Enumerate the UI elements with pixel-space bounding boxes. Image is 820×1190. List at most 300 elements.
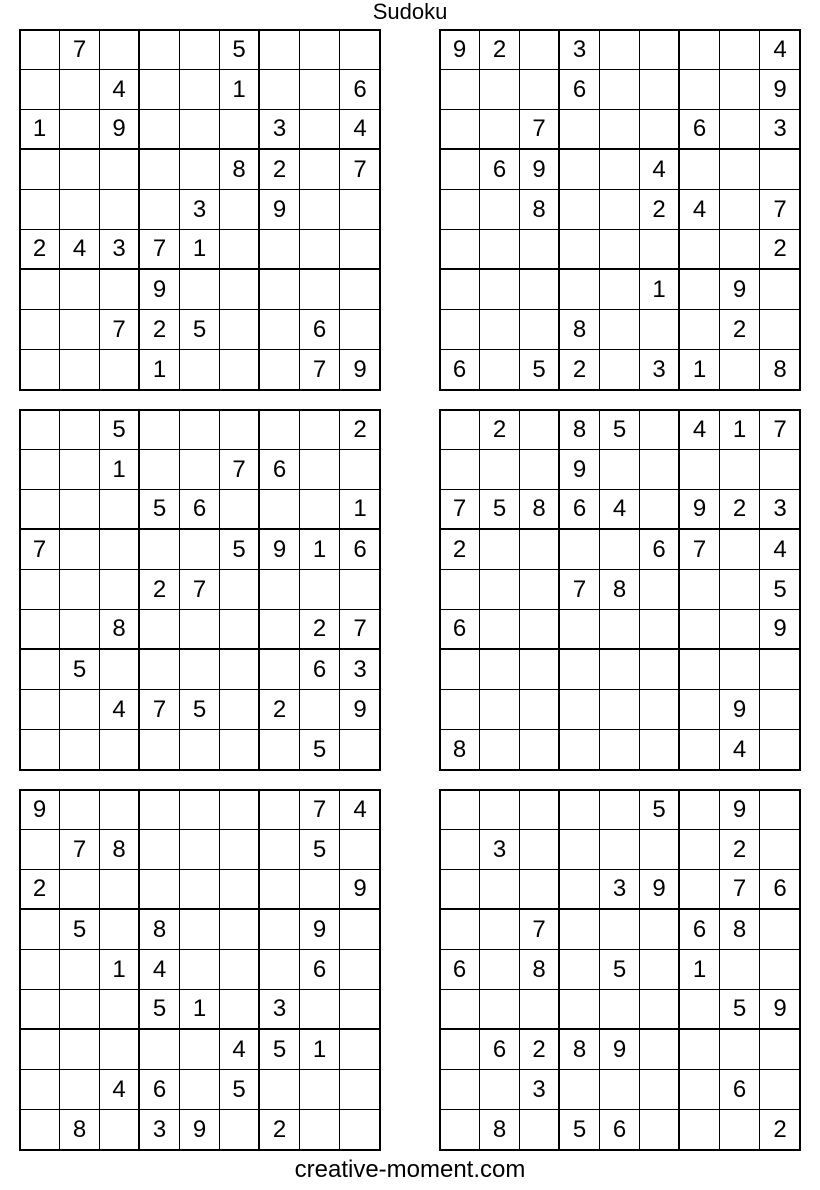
sudoku-cell[interactable]: 9 xyxy=(560,450,600,490)
sudoku-cell[interactable]: 2 xyxy=(760,230,800,270)
sudoku-cell[interactable]: 6 xyxy=(680,910,720,950)
sudoku-cell[interactable]: 5 xyxy=(260,1030,300,1070)
sudoku-cell[interactable] xyxy=(180,730,220,770)
sudoku-cell[interactable]: 2 xyxy=(640,190,680,230)
sudoku-cell[interactable] xyxy=(260,830,300,870)
sudoku-cell[interactable]: 5 xyxy=(720,990,760,1030)
sudoku-cell[interactable]: 1 xyxy=(180,230,220,270)
sudoku-cell[interactable]: 7 xyxy=(220,450,260,490)
sudoku-cell[interactable] xyxy=(680,610,720,650)
sudoku-cell[interactable]: 2 xyxy=(720,490,760,530)
sudoku-cell[interactable]: 5 xyxy=(640,790,680,830)
sudoku-cell[interactable]: 6 xyxy=(480,150,520,190)
sudoku-cell[interactable] xyxy=(140,530,180,570)
sudoku-cell[interactable]: 4 xyxy=(100,70,140,110)
sudoku-cell[interactable] xyxy=(220,950,260,990)
sudoku-cell[interactable]: 8 xyxy=(480,1110,520,1150)
sudoku-cell[interactable] xyxy=(760,1070,800,1110)
sudoku-cell[interactable] xyxy=(720,150,760,190)
sudoku-cell[interactable] xyxy=(680,450,720,490)
sudoku-cell[interactable] xyxy=(260,650,300,690)
sudoku-cell[interactable] xyxy=(60,350,100,390)
sudoku-cell[interactable]: 7 xyxy=(60,830,100,870)
sudoku-cell[interactable]: 9 xyxy=(760,610,800,650)
sudoku-cell[interactable] xyxy=(680,1030,720,1070)
sudoku-cell[interactable]: 2 xyxy=(720,830,760,870)
sudoku-cell[interactable] xyxy=(300,450,340,490)
sudoku-cell[interactable]: 5 xyxy=(140,490,180,530)
sudoku-cell[interactable]: 5 xyxy=(180,310,220,350)
sudoku-cell[interactable] xyxy=(720,650,760,690)
sudoku-cell[interactable] xyxy=(560,150,600,190)
sudoku-cell[interactable]: 5 xyxy=(600,950,640,990)
sudoku-cell[interactable] xyxy=(600,190,640,230)
sudoku-cell[interactable] xyxy=(440,870,480,910)
sudoku-cell[interactable] xyxy=(760,730,800,770)
sudoku-cell[interactable]: 4 xyxy=(760,530,800,570)
sudoku-cell[interactable] xyxy=(520,830,560,870)
sudoku-cell[interactable] xyxy=(100,530,140,570)
sudoku-cell[interactable]: 7 xyxy=(340,610,380,650)
sudoku-cell[interactable] xyxy=(220,910,260,950)
sudoku-cell[interactable]: 2 xyxy=(140,310,180,350)
sudoku-cell[interactable]: 5 xyxy=(520,350,560,390)
sudoku-cell[interactable] xyxy=(520,870,560,910)
sudoku-cell[interactable] xyxy=(220,650,260,690)
sudoku-cell[interactable] xyxy=(520,610,560,650)
sudoku-cell[interactable] xyxy=(140,610,180,650)
sudoku-cell[interactable] xyxy=(180,870,220,910)
sudoku-cell[interactable] xyxy=(180,950,220,990)
sudoku-cell[interactable] xyxy=(100,1110,140,1150)
sudoku-cell[interactable]: 6 xyxy=(560,70,600,110)
sudoku-cell[interactable]: 7 xyxy=(300,790,340,830)
sudoku-cell[interactable]: 9 xyxy=(640,870,680,910)
sudoku-cell[interactable] xyxy=(220,690,260,730)
sudoku-cell[interactable] xyxy=(440,270,480,310)
sudoku-cell[interactable] xyxy=(180,1030,220,1070)
sudoku-cell[interactable] xyxy=(440,690,480,730)
sudoku-cell[interactable] xyxy=(720,1030,760,1070)
sudoku-cell[interactable] xyxy=(560,610,600,650)
sudoku-cell[interactable]: 6 xyxy=(260,450,300,490)
sudoku-cell[interactable]: 5 xyxy=(100,410,140,450)
sudoku-cell[interactable] xyxy=(640,830,680,870)
sudoku-cell[interactable]: 2 xyxy=(300,610,340,650)
sudoku-cell[interactable] xyxy=(680,270,720,310)
sudoku-cell[interactable] xyxy=(140,830,180,870)
sudoku-cell[interactable] xyxy=(440,110,480,150)
sudoku-cell[interactable] xyxy=(20,310,60,350)
sudoku-cell[interactable]: 4 xyxy=(340,110,380,150)
sudoku-cell[interactable]: 8 xyxy=(440,730,480,770)
sudoku-cell[interactable] xyxy=(560,230,600,270)
sudoku-cell[interactable] xyxy=(20,350,60,390)
sudoku-cell[interactable] xyxy=(100,150,140,190)
sudoku-cell[interactable] xyxy=(140,450,180,490)
sudoku-cell[interactable] xyxy=(600,610,640,650)
sudoku-cell[interactable] xyxy=(640,30,680,70)
sudoku-cell[interactable] xyxy=(480,690,520,730)
sudoku-cell[interactable]: 6 xyxy=(140,1070,180,1110)
sudoku-cell[interactable] xyxy=(260,490,300,530)
sudoku-cell[interactable]: 6 xyxy=(300,650,340,690)
sudoku-cell[interactable]: 8 xyxy=(520,950,560,990)
sudoku-cell[interactable]: 7 xyxy=(440,490,480,530)
sudoku-cell[interactable] xyxy=(480,350,520,390)
sudoku-cell[interactable]: 4 xyxy=(60,230,100,270)
sudoku-cell[interactable]: 4 xyxy=(140,950,180,990)
sudoku-cell[interactable] xyxy=(20,830,60,870)
sudoku-cell[interactable]: 8 xyxy=(560,410,600,450)
sudoku-cell[interactable]: 5 xyxy=(300,730,340,770)
sudoku-cell[interactable] xyxy=(180,270,220,310)
sudoku-cell[interactable] xyxy=(600,70,640,110)
sudoku-cell[interactable] xyxy=(440,1030,480,1070)
sudoku-cell[interactable] xyxy=(480,110,520,150)
sudoku-cell[interactable]: 8 xyxy=(100,610,140,650)
sudoku-cell[interactable] xyxy=(180,790,220,830)
sudoku-cell[interactable] xyxy=(560,950,600,990)
sudoku-cell[interactable]: 9 xyxy=(440,30,480,70)
sudoku-cell[interactable] xyxy=(140,150,180,190)
sudoku-cell[interactable]: 9 xyxy=(20,790,60,830)
sudoku-cell[interactable]: 8 xyxy=(520,190,560,230)
sudoku-cell[interactable] xyxy=(60,870,100,910)
sudoku-cell[interactable] xyxy=(100,350,140,390)
sudoku-cell[interactable] xyxy=(100,990,140,1030)
sudoku-cell[interactable] xyxy=(600,270,640,310)
sudoku-cell[interactable]: 4 xyxy=(680,190,720,230)
sudoku-cell[interactable] xyxy=(300,150,340,190)
sudoku-cell[interactable] xyxy=(20,950,60,990)
sudoku-cell[interactable]: 8 xyxy=(560,310,600,350)
sudoku-cell[interactable] xyxy=(680,990,720,1030)
sudoku-cell[interactable] xyxy=(340,310,380,350)
sudoku-cell[interactable]: 2 xyxy=(260,1110,300,1150)
sudoku-cell[interactable] xyxy=(100,570,140,610)
sudoku-cell[interactable] xyxy=(300,1110,340,1150)
sudoku-cell[interactable] xyxy=(100,30,140,70)
sudoku-cell[interactable] xyxy=(520,410,560,450)
sudoku-cell[interactable]: 8 xyxy=(100,830,140,870)
sudoku-cell[interactable]: 9 xyxy=(720,690,760,730)
sudoku-cell[interactable]: 3 xyxy=(760,490,800,530)
sudoku-cell[interactable] xyxy=(340,1070,380,1110)
sudoku-cell[interactable]: 3 xyxy=(480,830,520,870)
sudoku-cell[interactable]: 4 xyxy=(760,30,800,70)
sudoku-cell[interactable] xyxy=(340,730,380,770)
sudoku-cell[interactable] xyxy=(20,190,60,230)
sudoku-cell[interactable]: 7 xyxy=(760,410,800,450)
sudoku-cell[interactable] xyxy=(260,410,300,450)
sudoku-cell[interactable] xyxy=(440,570,480,610)
sudoku-cell[interactable] xyxy=(600,150,640,190)
sudoku-cell[interactable] xyxy=(60,1030,100,1070)
sudoku-cell[interactable] xyxy=(60,190,100,230)
sudoku-cell[interactable]: 9 xyxy=(100,110,140,150)
sudoku-cell[interactable]: 9 xyxy=(520,150,560,190)
sudoku-cell[interactable] xyxy=(640,310,680,350)
sudoku-cell[interactable] xyxy=(220,310,260,350)
sudoku-cell[interactable] xyxy=(520,70,560,110)
sudoku-cell[interactable] xyxy=(720,30,760,70)
sudoku-cell[interactable] xyxy=(60,450,100,490)
sudoku-cell[interactable] xyxy=(720,190,760,230)
sudoku-cell[interactable] xyxy=(560,990,600,1030)
sudoku-cell[interactable] xyxy=(640,690,680,730)
sudoku-cell[interactable] xyxy=(520,730,560,770)
sudoku-cell[interactable] xyxy=(60,1070,100,1110)
sudoku-cell[interactable] xyxy=(680,730,720,770)
sudoku-cell[interactable] xyxy=(640,450,680,490)
sudoku-cell[interactable] xyxy=(560,1070,600,1110)
sudoku-cell[interactable] xyxy=(560,190,600,230)
sudoku-cell[interactable] xyxy=(60,270,100,310)
sudoku-cell[interactable] xyxy=(640,1070,680,1110)
sudoku-cell[interactable] xyxy=(640,1030,680,1070)
sudoku-cell[interactable]: 9 xyxy=(140,270,180,310)
sudoku-cell[interactable] xyxy=(640,110,680,150)
sudoku-cell[interactable] xyxy=(260,270,300,310)
sudoku-cell[interactable]: 3 xyxy=(140,1110,180,1150)
sudoku-cell[interactable] xyxy=(600,230,640,270)
sudoku-cell[interactable] xyxy=(340,1030,380,1070)
sudoku-cell[interactable]: 6 xyxy=(760,870,800,910)
sudoku-cell[interactable] xyxy=(440,650,480,690)
sudoku-cell[interactable] xyxy=(260,730,300,770)
sudoku-cell[interactable] xyxy=(180,70,220,110)
sudoku-cell[interactable] xyxy=(20,1110,60,1150)
sudoku-cell[interactable] xyxy=(760,690,800,730)
sudoku-cell[interactable] xyxy=(340,30,380,70)
sudoku-cell[interactable]: 7 xyxy=(520,110,560,150)
sudoku-cell[interactable] xyxy=(180,110,220,150)
sudoku-cell[interactable] xyxy=(340,950,380,990)
sudoku-cell[interactable]: 9 xyxy=(760,70,800,110)
sudoku-cell[interactable] xyxy=(520,230,560,270)
sudoku-cell[interactable] xyxy=(760,790,800,830)
sudoku-cell[interactable] xyxy=(760,830,800,870)
sudoku-cell[interactable]: 5 xyxy=(60,650,100,690)
sudoku-cell[interactable] xyxy=(300,1070,340,1110)
sudoku-cell[interactable] xyxy=(520,1110,560,1150)
sudoku-cell[interactable]: 1 xyxy=(100,950,140,990)
sudoku-cell[interactable] xyxy=(20,30,60,70)
sudoku-cell[interactable]: 8 xyxy=(60,1110,100,1150)
sudoku-cell[interactable]: 2 xyxy=(520,1030,560,1070)
sudoku-cell[interactable]: 1 xyxy=(300,530,340,570)
sudoku-cell[interactable] xyxy=(100,190,140,230)
sudoku-cell[interactable] xyxy=(340,230,380,270)
sudoku-cell[interactable]: 5 xyxy=(300,830,340,870)
sudoku-cell[interactable] xyxy=(480,230,520,270)
sudoku-cell[interactable] xyxy=(300,70,340,110)
sudoku-cell[interactable] xyxy=(260,610,300,650)
sudoku-cell[interactable]: 4 xyxy=(220,1030,260,1070)
sudoku-cell[interactable] xyxy=(340,270,380,310)
sudoku-cell[interactable] xyxy=(300,270,340,310)
sudoku-cell[interactable] xyxy=(60,690,100,730)
sudoku-cell[interactable] xyxy=(340,910,380,950)
sudoku-cell[interactable] xyxy=(560,650,600,690)
sudoku-cell[interactable] xyxy=(600,650,640,690)
sudoku-cell[interactable]: 2 xyxy=(20,230,60,270)
sudoku-cell[interactable] xyxy=(20,910,60,950)
sudoku-cell[interactable]: 8 xyxy=(600,570,640,610)
sudoku-cell[interactable]: 6 xyxy=(300,950,340,990)
sudoku-cell[interactable] xyxy=(720,350,760,390)
sudoku-cell[interactable] xyxy=(760,270,800,310)
sudoku-cell[interactable] xyxy=(220,490,260,530)
sudoku-cell[interactable] xyxy=(260,910,300,950)
sudoku-cell[interactable] xyxy=(680,1110,720,1150)
sudoku-cell[interactable]: 3 xyxy=(760,110,800,150)
sudoku-cell[interactable] xyxy=(480,950,520,990)
sudoku-cell[interactable] xyxy=(560,910,600,950)
sudoku-cell[interactable] xyxy=(640,910,680,950)
sudoku-cell[interactable]: 3 xyxy=(600,870,640,910)
sudoku-cell[interactable] xyxy=(300,230,340,270)
sudoku-cell[interactable] xyxy=(640,610,680,650)
sudoku-cell[interactable] xyxy=(100,790,140,830)
sudoku-cell[interactable]: 6 xyxy=(640,530,680,570)
sudoku-cell[interactable] xyxy=(300,190,340,230)
sudoku-cell[interactable]: 7 xyxy=(60,30,100,70)
sudoku-cell[interactable] xyxy=(60,610,100,650)
sudoku-cell[interactable]: 4 xyxy=(100,1070,140,1110)
sudoku-cell[interactable] xyxy=(680,70,720,110)
sudoku-cell[interactable] xyxy=(680,650,720,690)
sudoku-cell[interactable] xyxy=(640,950,680,990)
sudoku-cell[interactable] xyxy=(480,570,520,610)
sudoku-cell[interactable] xyxy=(480,190,520,230)
sudoku-cell[interactable]: 5 xyxy=(220,30,260,70)
sudoku-cell[interactable] xyxy=(220,830,260,870)
sudoku-cell[interactable]: 6 xyxy=(600,1110,640,1150)
sudoku-cell[interactable] xyxy=(180,350,220,390)
sudoku-cell[interactable]: 9 xyxy=(300,910,340,950)
sudoku-cell[interactable] xyxy=(560,830,600,870)
sudoku-cell[interactable]: 3 xyxy=(520,1070,560,1110)
sudoku-cell[interactable]: 8 xyxy=(773,356,787,383)
sudoku-cell[interactable]: 6 xyxy=(440,350,480,390)
sudoku-cell[interactable] xyxy=(20,1070,60,1110)
sudoku-cell[interactable] xyxy=(720,450,760,490)
sudoku-cell[interactable] xyxy=(20,610,60,650)
sudoku-cell[interactable] xyxy=(760,910,800,950)
sudoku-cell[interactable] xyxy=(220,790,260,830)
sudoku-cell[interactable] xyxy=(600,310,640,350)
sudoku-cell[interactable] xyxy=(640,990,680,1030)
sudoku-cell[interactable]: 1 xyxy=(220,70,260,110)
sudoku-cell[interactable]: 2 xyxy=(440,530,480,570)
sudoku-cell[interactable] xyxy=(640,650,680,690)
sudoku-cell[interactable]: 9 xyxy=(600,1030,640,1070)
sudoku-cell[interactable] xyxy=(600,450,640,490)
sudoku-cell[interactable]: 6 xyxy=(340,530,380,570)
sudoku-cell[interactable] xyxy=(560,270,600,310)
sudoku-cell[interactable] xyxy=(560,870,600,910)
sudoku-cell[interactable]: 4 xyxy=(640,150,680,190)
sudoku-cell[interactable] xyxy=(20,410,60,450)
sudoku-cell[interactable] xyxy=(520,790,560,830)
sudoku-cell[interactable]: 9 xyxy=(340,870,380,910)
sudoku-cell[interactable] xyxy=(20,570,60,610)
sudoku-cell[interactable]: 5 xyxy=(140,990,180,1030)
sudoku-cell[interactable]: 5 xyxy=(480,490,520,530)
sudoku-cell[interactable] xyxy=(20,150,60,190)
sudoku-cell[interactable] xyxy=(340,570,380,610)
sudoku-cell[interactable] xyxy=(520,270,560,310)
sudoku-cell[interactable] xyxy=(60,570,100,610)
sudoku-cell[interactable] xyxy=(520,310,560,350)
sudoku-cell[interactable] xyxy=(180,30,220,70)
sudoku-cell[interactable]: 1 xyxy=(720,410,760,450)
sudoku-cell[interactable] xyxy=(680,830,720,870)
sudoku-cell[interactable] xyxy=(20,690,60,730)
sudoku-cell[interactable] xyxy=(260,870,300,910)
sudoku-cell[interactable] xyxy=(520,570,560,610)
sudoku-cell[interactable]: 3 xyxy=(180,190,220,230)
sudoku-cell[interactable] xyxy=(720,70,760,110)
sudoku-cell[interactable]: 2 xyxy=(20,870,60,910)
sudoku-cell[interactable] xyxy=(440,790,480,830)
sudoku-cell[interactable] xyxy=(480,310,520,350)
sudoku-cell[interactable] xyxy=(440,1110,480,1150)
sudoku-cell[interactable] xyxy=(220,410,260,450)
sudoku-cell[interactable] xyxy=(100,650,140,690)
sudoku-cell[interactable]: 9 xyxy=(340,690,380,730)
sudoku-cell[interactable] xyxy=(480,610,520,650)
sudoku-cell[interactable] xyxy=(480,450,520,490)
sudoku-cell[interactable] xyxy=(60,150,100,190)
sudoku-cell[interactable]: 1 xyxy=(680,350,720,390)
sudoku-cell[interactable] xyxy=(640,730,680,770)
sudoku-cell[interactable] xyxy=(60,490,100,530)
sudoku-cell[interactable]: 6 xyxy=(440,610,480,650)
sudoku-cell[interactable]: 4 xyxy=(720,730,760,770)
sudoku-cell[interactable] xyxy=(60,990,100,1030)
sudoku-cell[interactable] xyxy=(260,310,300,350)
sudoku-cell[interactable] xyxy=(300,410,340,450)
sudoku-cell[interactable]: 2 xyxy=(260,690,300,730)
sudoku-cell[interactable] xyxy=(140,650,180,690)
sudoku-cell[interactable]: 6 xyxy=(300,310,340,350)
sudoku-cell[interactable] xyxy=(260,350,300,390)
sudoku-cell[interactable] xyxy=(220,870,260,910)
sudoku-cell[interactable] xyxy=(760,1030,800,1070)
sudoku-cell[interactable] xyxy=(300,30,340,70)
sudoku-cell[interactable] xyxy=(140,190,180,230)
sudoku-cell[interactable] xyxy=(480,910,520,950)
sudoku-cell[interactable] xyxy=(20,450,60,490)
sudoku-cell[interactable]: 7 xyxy=(100,310,140,350)
sudoku-cell[interactable] xyxy=(520,30,560,70)
sudoku-cell[interactable] xyxy=(180,1070,220,1110)
sudoku-cell[interactable] xyxy=(640,70,680,110)
sudoku-cell[interactable] xyxy=(600,530,640,570)
sudoku-cell[interactable]: 5 xyxy=(220,530,260,570)
sudoku-cell[interactable] xyxy=(340,830,380,870)
sudoku-cell[interactable] xyxy=(440,990,480,1030)
sudoku-cell[interactable]: 4 xyxy=(600,490,640,530)
sudoku-cell[interactable] xyxy=(20,70,60,110)
sudoku-cell[interactable] xyxy=(640,410,680,450)
sudoku-cell[interactable] xyxy=(680,310,720,350)
sudoku-cell[interactable]: 7 xyxy=(680,530,720,570)
sudoku-cell[interactable] xyxy=(340,190,380,230)
